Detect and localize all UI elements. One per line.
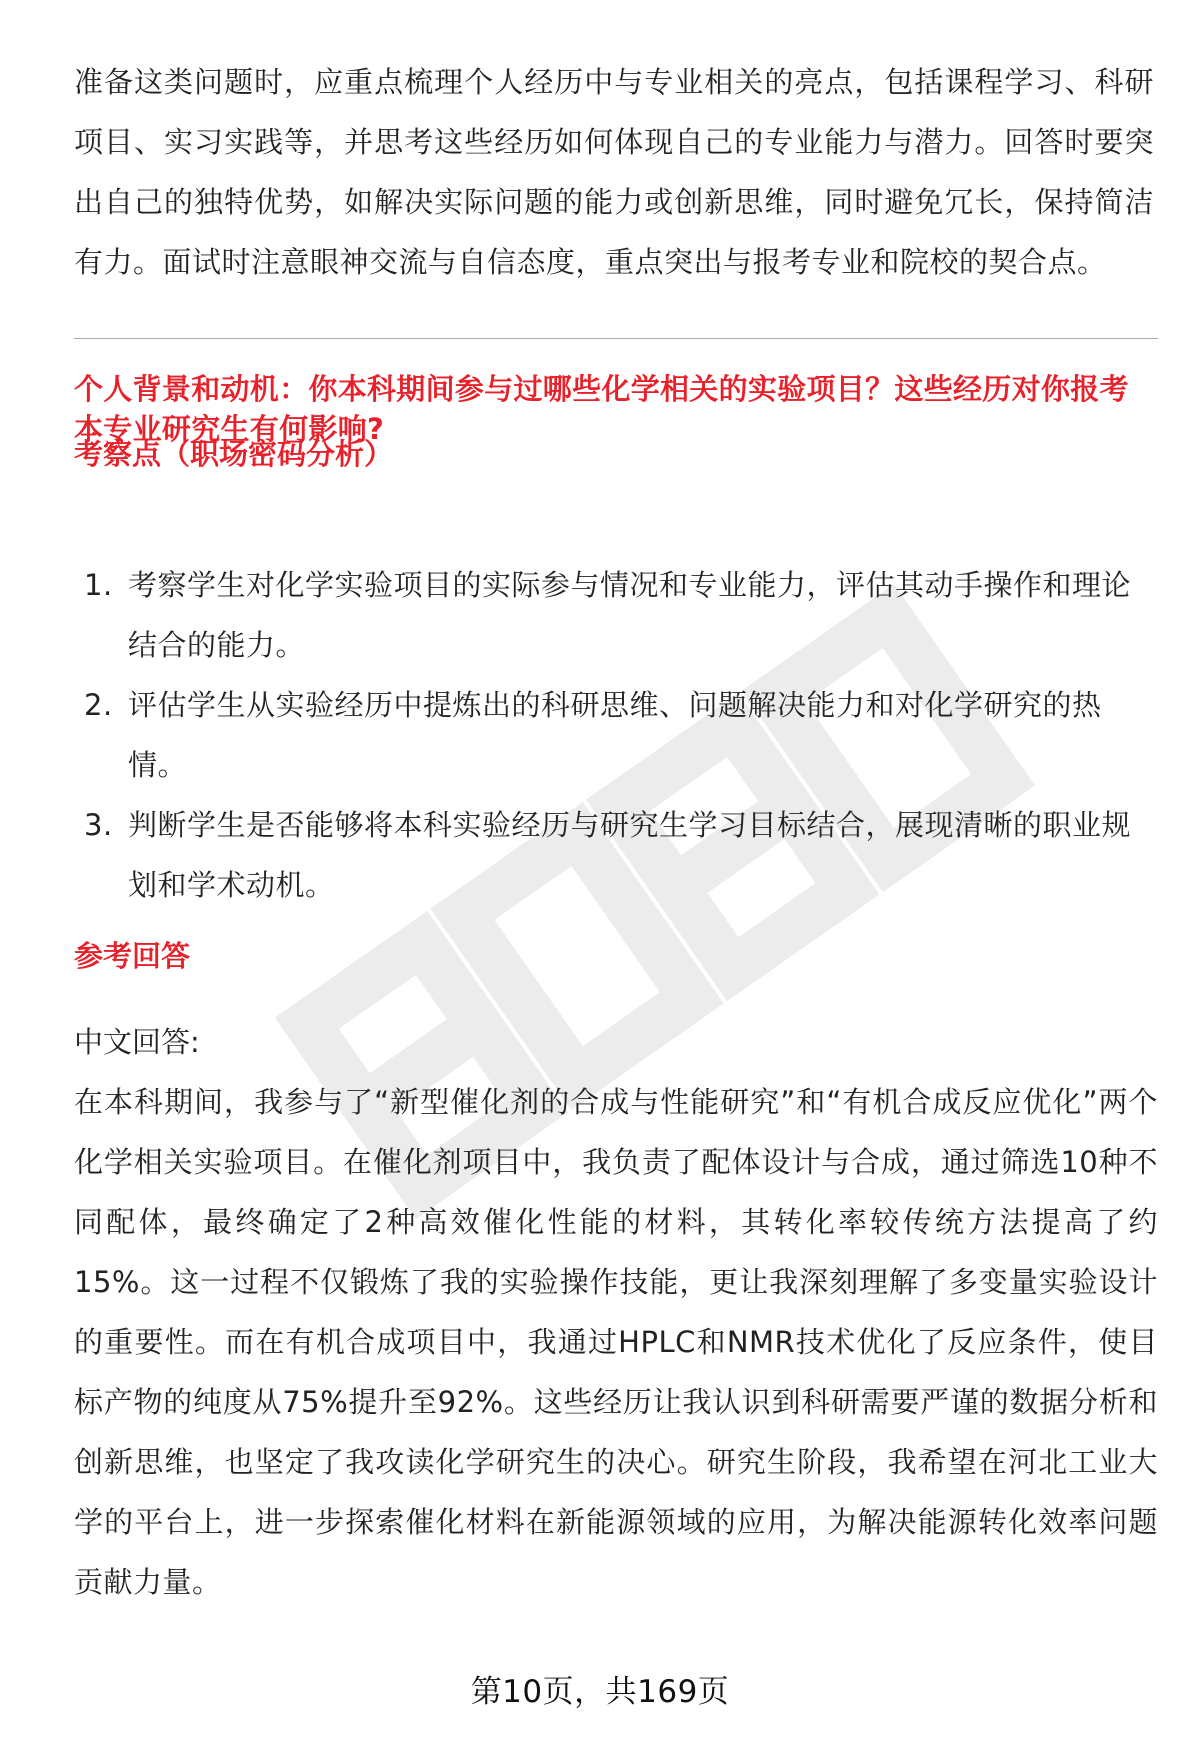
list-item [74, 555, 1158, 675]
intro-paragraph: 准备这类问题时，应重点梳理个人经历中与专业相关的亮点，包括课程学习、科研项目、实习实践等，并思考这些经历如何体现自己的专业能力与潜力。回答时要突出自己的独特优势，如解决实际问题的能力或创新思维，同时避免冗长，保持简洁有力。面试时注意眼神交流与自信态度，重点突出与报考专业和院校的契合点。 [74, 65, 1154, 279]
list-item-number: 1. [84, 568, 113, 602]
list-item [74, 795, 1158, 915]
answer-block [74, 1012, 1158, 1612]
intro-block [74, 52, 1154, 292]
section-divider [74, 338, 1158, 339]
question-heading: 个人背景和动机：你本科期间参与过哪些化学相关的实验项目？这些经历对你报考本专业研究生有何影响? [74, 372, 1129, 446]
list-item-number: 2. [84, 688, 113, 722]
answer-label: 中文回答: [74, 1025, 200, 1059]
list-item-text: 考察学生对化学实验项目的实际参与情况和专业能力，评估其动手操作和理论结合的能力。 [128, 568, 1132, 662]
page-number: 第10页，共169页 [470, 1674, 730, 1710]
answer-section-title: 参考回答 [74, 939, 191, 973]
list-item-text: 评估学生从实验经历中提炼出的科研思维、问题解决能力和对化学研究的热情。 [128, 688, 1102, 782]
focus-list [74, 555, 1158, 915]
list-item [74, 675, 1158, 795]
answer-paragraph: 在本科期间，我参与了“新型催化剂的合成与性能研究”和“有机合成反应优化”两个化学相关实验项目。在催化剂项目中，我负责了配体设计与合成，通过筛选10种不同配体，最终确定了2种高效催化性能的材料，其转化率较传统方法提高了约15%。这一过程不仅锻炼了我的实验操作技能，更让我深刻理解了多变量实验设计的重要性。而在有机合成项目中，我通过HPLC和NMR技术优化了反应条件，使目标产物的纯度从75%提升至92%。这些经历让我认识到科研需要严谨的数据分析和创新思维，也坚定了我攻读化学研究生的决心。研究生阶段，我希望在河北工业大学的平台上，进一步探索催化材料在新能源领域的应用，为解决能源转化效率问题贡献力量。 [74, 1085, 1158, 1599]
focus-section-title: 考察点（职场密码分析） [74, 437, 394, 471]
list-item-number: 3. [84, 808, 113, 842]
list-item-text: 判断学生是否能够将本科实验经历与研究生学习目标结合，展现清晰的职业规划和学术动机。 [128, 808, 1132, 902]
